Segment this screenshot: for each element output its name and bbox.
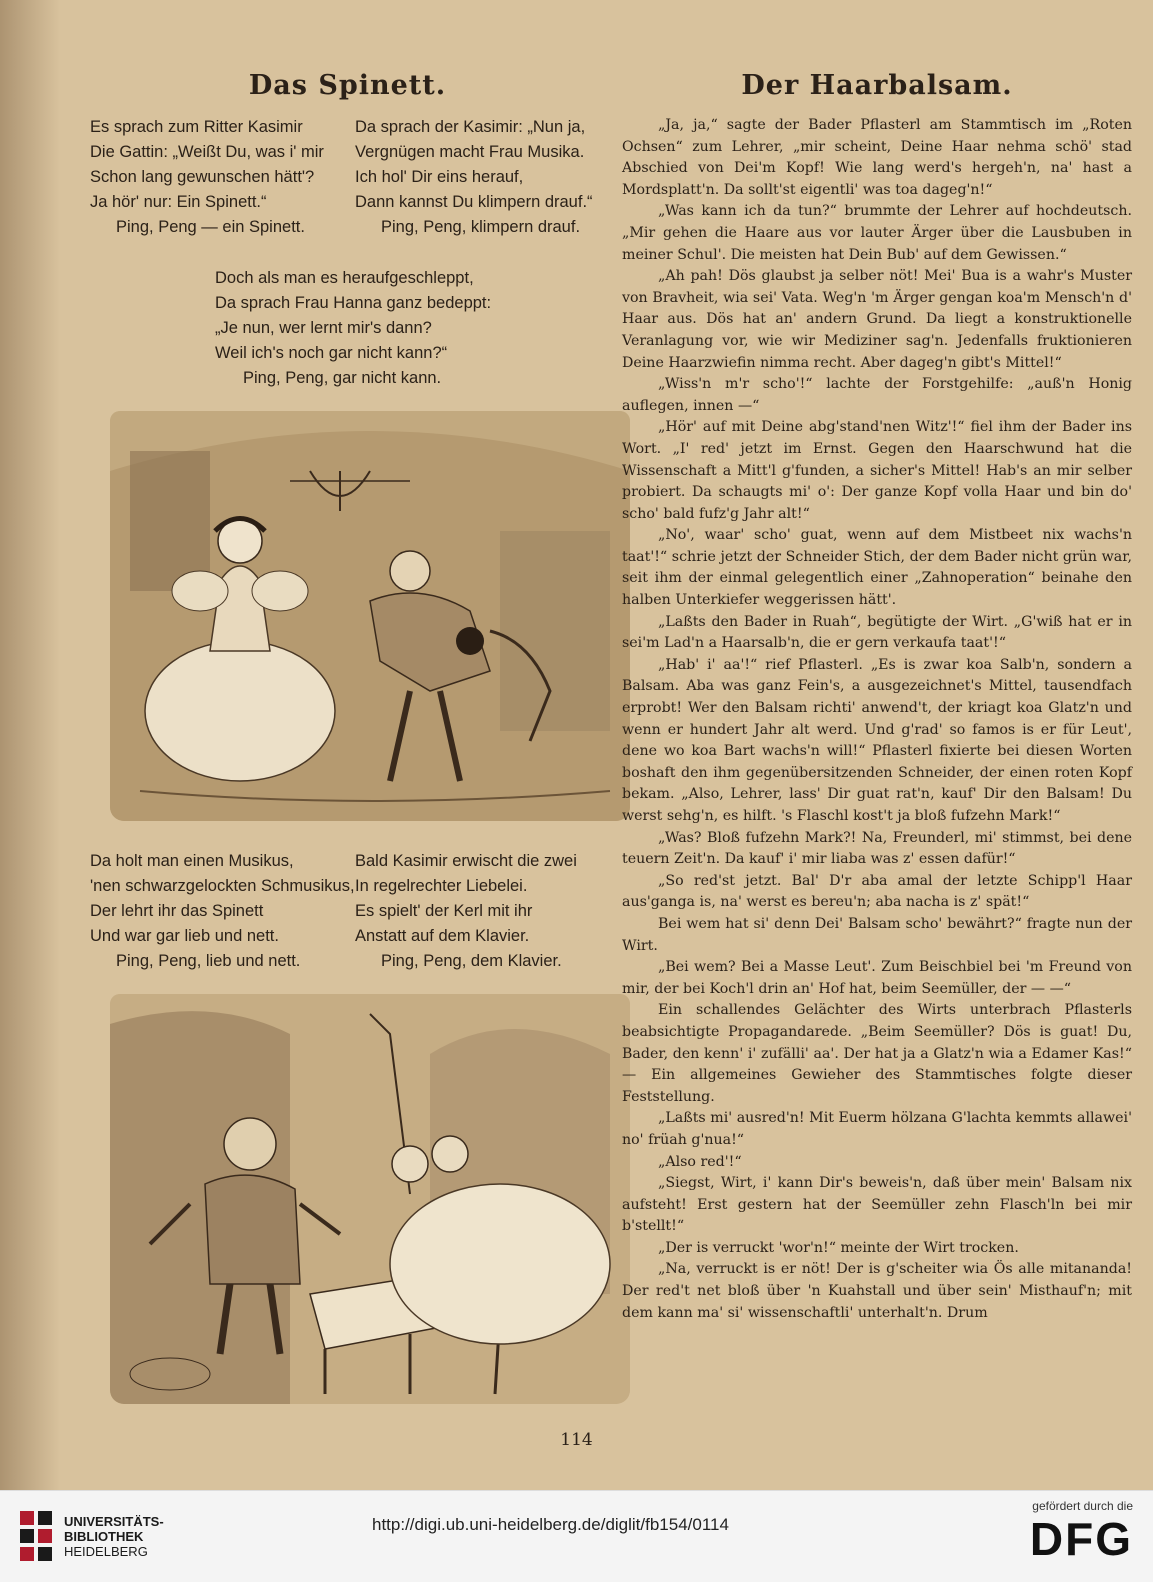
- library-line: UNIVERSITÄTS-: [64, 1513, 164, 1529]
- story-paragraph: „Na, verruckt is er nöt! Der is g'scheiter wia Ös alle mitananda! Der red't net bloß über 'n Kuahstall und über sein' Misthauf'n; mit dem kann ma' si' wissenschaftli' unterhalt'n. Drum: [622, 1261, 1132, 1321]
- story-paragraph: „No', waar' scho' guat, wenn auf dem Mistbeet nix wachs'n taat'!“ schrie jetzt der Schneider Stich, der dem Bader nicht grün war, seit ihm der einmal gelegentlich einer „Zahnoperation“ beinahe den halben Unterkiefer weggerissen hätt'.: [622, 527, 1132, 609]
- sponsor-block[interactable]: [1030, 1499, 1133, 1565]
- spinet-scene-drawing: [110, 994, 630, 1404]
- poem-body-2: [90, 849, 605, 974]
- story-paragraph: „Laßts den Bader in Ruah“, begütigte der Wirt. „G'wiß hat er in sei'm Lad'n a Haarsalb'n, die er gern verkaufa taat'!“: [622, 613, 1132, 652]
- poem-refrain: Ping, Peng, lieb und nett.: [116, 952, 301, 970]
- story-paragraph: „Bei wem? Bei a Masse Leut'. Zum Beischbiel bei 'm Freund von mir, der bei Koch'l drin an' Hof hat, beim Seemüller, der — —“: [622, 959, 1132, 997]
- stanza-1-left: [90, 115, 340, 240]
- poem-line: Da holt man einen Musikus,: [90, 852, 294, 870]
- page-number: 114: [560, 1430, 593, 1450]
- poem-line: Doch als man es heraufgeschleppt,: [215, 269, 474, 287]
- story-paragraph: Ein schallendes Gelächter des Wirts unterbrach Pflasterls beabsichtigte Propagandarede. „Beim Seemüller? Dös is guat! Du, Bader, den kenn' i' zufälli' aa'. Der hat ja a Glatz'n wia a Edamer Kas!“ — Ein allgemeines Gewieher des Stammtisches folgte dieser Feststellung.: [622, 1002, 1132, 1105]
- poem-line: In regelrechter Liebelei.: [355, 877, 528, 895]
- poem-refrain: Ping, Peng, dem Klavier.: [381, 952, 562, 970]
- poem-refrain: Ping, Peng — ein Spinett.: [116, 218, 305, 236]
- poem-line: Bald Kasimir erwischt die zwei: [355, 852, 577, 870]
- story-paragraph: „Der is verruckt 'wor'n!“ meinte der Wirt trocken.: [658, 1239, 1019, 1256]
- story-title: Der Haarbalsam.: [741, 70, 1013, 101]
- story-column: [622, 60, 1132, 1324]
- story-body: [622, 115, 1132, 1324]
- poem-line: Dann kannst Du klimpern drauf.“: [355, 193, 593, 211]
- poem-line: Vergnügen macht Frau Musika.: [355, 143, 585, 161]
- story-paragraph: „Wiss'n m'r scho'!“ lachte der Forstgehilfe: „auß'n Honig auflegen, innen —“: [622, 376, 1132, 414]
- poem-line: 'nen schwarzgelockten Schmusikus,: [90, 877, 355, 895]
- stanza-3-right: [355, 849, 605, 974]
- story-paragraph: „Ja, ja,“ sagte der Bader Pflasterl am Stammtisch im „Roten Ochsen“ zum Lehrer, „mir scheint, Deine Haar nehma schö' stad Abschied von Dei'm Kopf! Wie lang werd's hergeh'n, na' hast a Mordsplatt'n. Da sollt'st eigentli' was toa dageg'n!“: [622, 117, 1132, 198]
- poem-line: Da sprach der Kasimir: „Nun ja,: [355, 118, 586, 136]
- poem-line: Es sprach zum Ritter Kasimir: [90, 118, 303, 136]
- permalink-url[interactable]: http://digi.ub.uni-heidelberg.de/diglit/fb154/0114: [372, 1515, 729, 1534]
- story-paragraph: „Laßts mi' ausred'n! Mit Euerm hölzana G'lachta kemmts allawei' no' früah g'nua!“: [622, 1110, 1132, 1148]
- stanza-1-right: [355, 115, 605, 240]
- sponsor-label: gefördert durch die: [1032, 1499, 1133, 1513]
- poem-line: Schon lang gewunschen hätt'?: [90, 168, 315, 186]
- poem-body: [90, 115, 605, 391]
- stanza-row-3: [90, 849, 605, 974]
- story-paragraph: „Was? Bloß fufzehn Mark?! Na, Freunderl, mi' stimmst, bei dene teuern Zeit'n. Da kauf' i' mir liaba was z' essen dafür!“: [622, 829, 1132, 868]
- page-spine-shadow: [0, 0, 60, 1490]
- poem-refrain: Ping, Peng, klimpern drauf.: [381, 218, 581, 236]
- illustration-dance-scene: [110, 411, 630, 821]
- poem-column: [90, 60, 605, 1404]
- story-paragraph: „Ah pah! Dös glaubst ja selber nöt! Mei' Bua is a wahr's Muster von Bravheit, wia sei' Vata. Weg'n 'm Ärger gengan koa'm Mensch'n d' Haar aus. Dös hat an' andern Grund. Da liegt a konstruktionelle Veranlagung vor, wie wir Mediziner sag'n. Jedenfalls fruktionieren Deine Haarzwiefin nimma recht. Aber dageg'n gibt's Mittel!“: [622, 268, 1132, 371]
- story-paragraph: „Also red'!“: [658, 1153, 742, 1170]
- dfg-logo: DFG: [1029, 1513, 1133, 1565]
- story-paragraph: „Siegst, Wirt, i' kann Dir's beweis'n, daß über mein' Balsam nix aufsteht! Erst gestern hat der Seemüller zehn Flasch'ln bei mir b'stellt!“: [622, 1175, 1132, 1235]
- poem-line: Ich hol' Dir eins herauf,: [355, 168, 524, 186]
- dance-scene-drawing: [110, 411, 630, 821]
- stanza-3-left: [90, 849, 355, 974]
- poem-line: Es spielt' der Kerl mit ihr: [355, 902, 533, 920]
- illustration-spinet-scene: [110, 994, 630, 1404]
- story-paragraph: Bei wem hat si' denn Dei' Balsam scho' bewährt?“ fragte nun der Wirt.: [622, 915, 1132, 954]
- poem-line: Ja hör' nur: Ein Spinett.“: [90, 193, 267, 211]
- viewer-footer: [0, 1490, 1153, 1582]
- story-paragraph: „So red'st jetzt. Bal' D'r aba amal der letzte Schipp'l Haar aus'ganga is, na' werst es bereu'n; aba nacha is z' spät!“: [622, 872, 1132, 911]
- poem-line: Weil ich's noch gar nicht kann?“: [215, 344, 448, 362]
- story-paragraph: „Was kann ich da tun?“ brummte der Lehrer auf hochdeutsch. „Mir gehen die Haare aus vor lauter Ärger über die Lausbuben in meiner Schul'. Die meisten hat Dein Bub' auf dem Gewissen.“: [622, 203, 1132, 263]
- poem-line: Der lehrt ihr das Spinett: [90, 902, 264, 920]
- poem-line: Und war gar lieb und nett.: [90, 927, 279, 945]
- poem-title: Das Spinett.: [248, 70, 447, 101]
- story-paragraph: „Hör' auf mit Deine abg'stand'nen Witz'!“ fiel ihm der Bader ins Wort. „I' red' jetzt im Ernst. Gegen den Haarschwund hat die Wissenschaft a Mitt'l g'funden, a sicher's Mittel! Hab's an mir selber probiert. Da schaugts mi' o': Der ganze Kopf volla Haar und bin do' scho' bald fufz'g Jahr alt!“: [622, 419, 1132, 522]
- stanza-2-center: [215, 266, 605, 391]
- library-logo[interactable]: [18, 1509, 164, 1563]
- library-line: BIBLIOTHEK: [64, 1528, 144, 1544]
- poem-line: Anstatt auf dem Klavier.: [355, 927, 530, 945]
- poem-line: Die Gattin: „Weißt Du, was i' mir: [90, 143, 324, 161]
- stanza-row-1: [90, 115, 605, 240]
- library-line: HEIDELBERG: [64, 1543, 148, 1559]
- poem-line: Da sprach Frau Hanna ganz bedeppt:: [215, 294, 492, 312]
- story-paragraph: „Hab' i' aa'!“ rief Pflasterl. „Es is zwar koa Salb'n, sondern a Balsam. Aba was ganz Fein's, a ausgezeichnet's Mittel, tausendfach erprobt! Wer den Balsam richti' anwend't, der kriagt koa Glatz'n und wenn er hundert Jahr alt werd. Und g'rad' so famos is er für Leut', dene wo koa Bart wachs'n will!“ Pflasterl fixierte bei diesen Worten boshaft den ihm gegenübersitzenden Schneider, der einen roten Kopf bekam. „Also, Lehrer, lass' Dir guat rat'n, kauf' Dir den Balsam! Du werst sehg'n, es hilft. 's Flaschl kost't ja bloß fufzehn Mark!“: [622, 656, 1132, 824]
- poem-refrain: Ping, Peng, gar nicht kann.: [243, 369, 442, 387]
- poem-line: „Je nun, wer lernt mir's dann?: [215, 319, 432, 337]
- library-emblem-icon: [18, 1509, 54, 1563]
- library-name: [64, 1514, 164, 1559]
